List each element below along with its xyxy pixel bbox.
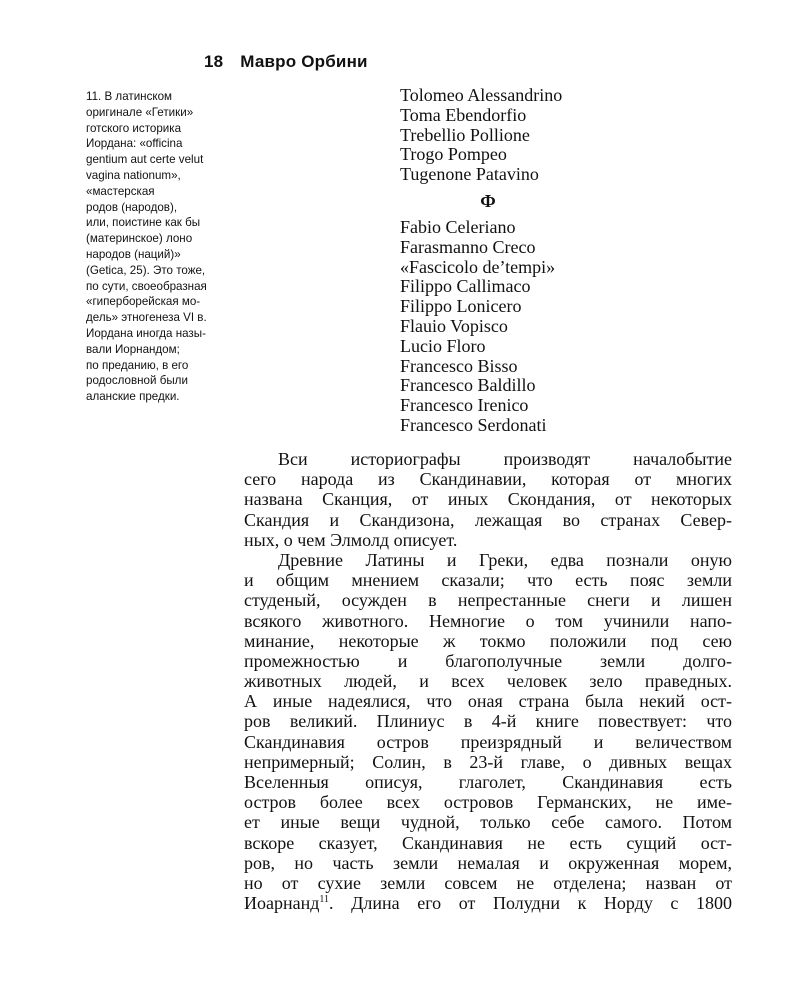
- text-line: ет иные вещи чудной, только себе самого. Потом: [244, 812, 732, 833]
- footnote-line: народов (наций)»: [86, 247, 181, 261]
- author-name: Fabio Celeriano: [400, 216, 516, 237]
- margin-footnote: [86, 89, 236, 405]
- text-line: Вселенныя описуя, глаголет, Скандинавия есть: [244, 772, 732, 792]
- text-line: минание, некоторые ж токмо положили под сею: [244, 630, 732, 651]
- text-line: Вси историографы производят началобытие: [278, 449, 732, 469]
- text-line: непримерный; Солин, в 23-й главе, о дивных вещах: [244, 751, 732, 772]
- running-header: [204, 52, 368, 72]
- text-line: [244, 893, 732, 913]
- author-name: Tolomeo Alessandrino: [400, 85, 563, 105]
- author-name: Trogo Pompeo: [400, 144, 507, 165]
- footnote-line: (Getica, 25). Это тоже,: [86, 263, 206, 277]
- footnote-line: vagina nationum»,: [86, 168, 181, 182]
- footnote-line: «гиперборейская мо-: [86, 295, 201, 309]
- section-letter: Ф: [480, 190, 496, 211]
- footnote-line: по преданию, в его: [86, 358, 189, 372]
- text-line: Древние Латины и Греки, едва познали оную: [278, 549, 732, 570]
- text-fragment: . Длина его от Полудни к Норду с 1800: [329, 893, 732, 914]
- footnote-line: готского историка: [86, 121, 182, 135]
- body-text: [244, 449, 732, 913]
- author-name: Trebellio Pollione: [400, 124, 530, 145]
- text-line: А иные надеялися, что оная страна была некий ост-: [244, 691, 732, 712]
- author-name: Francesco Bisso: [400, 355, 518, 376]
- footnote-line: вали Иорнандом;: [86, 342, 180, 356]
- author-name-list: [400, 86, 576, 436]
- text-line: названа Сканция, от иных Скондания, от некоторых: [244, 489, 732, 510]
- footnote-reference[interactable]: 11: [319, 894, 330, 906]
- footnote-line: Иордана иногда назы-: [86, 326, 206, 340]
- footnote-line: 11. В латинском: [86, 90, 172, 103]
- text-line: животных людей, и всех человек зело праведных.: [244, 671, 732, 692]
- footnote-line: родов (народов),: [86, 200, 178, 214]
- author-name: Lucio Floro: [400, 335, 486, 356]
- text-line: Скандинавия остров преизрядный и величеством: [244, 731, 732, 752]
- author-name: Farasmanno Creco: [400, 236, 536, 257]
- text-line: и общим мнением сказали; что есть пояс земли: [244, 570, 732, 591]
- footnote-line: «мастерская: [86, 184, 155, 198]
- author-name: Tugenone Patavino: [400, 164, 539, 185]
- footnote-line: дель» этногенеза VI в.: [86, 311, 207, 325]
- author-name: «Fascicolo de’tempi»: [400, 256, 556, 277]
- author-name: Filippo Callimaco: [400, 276, 531, 297]
- text-line: остров более всех островов Германских, не име-: [244, 792, 732, 813]
- footnote-line: аланские предки.: [86, 390, 180, 404]
- footnote-line: или, поистине как бы: [86, 216, 201, 230]
- author-name: Toma Ebendorfio: [400, 104, 527, 125]
- author-name: Francesco Serdonati: [400, 414, 547, 435]
- text-line: промежностью и благополучные земли долго-: [244, 650, 732, 671]
- running-title: Мавро Орбини: [240, 52, 368, 71]
- text-line: ров, но часть земли немалая и окруженная морем,: [244, 852, 732, 873]
- footnote-line: gentium aut certe velut: [86, 153, 204, 167]
- text-line: сего народа из Скандинавии, которая от многих: [244, 469, 732, 490]
- footnote-line: оригинале «Гетики»: [86, 105, 194, 119]
- footnote-line: Иордана: «officina: [86, 137, 183, 151]
- author-name: Filippo Lonicero: [400, 296, 522, 317]
- author-name: Francesco Baldillo: [400, 375, 536, 396]
- author-name: Flauio Vopisco: [400, 315, 508, 336]
- footnote-line: родословной были: [86, 374, 188, 388]
- text-line: но от сухие земли совсем не отделена; назван от: [244, 872, 732, 893]
- page-number: 18: [204, 52, 224, 71]
- footnote-line: по сути, своеобразная: [86, 279, 207, 293]
- text-line: всякого животного. Немногие о том учинили напо-: [244, 610, 732, 631]
- text-line: Скандия и Скандизона, лежащая во странах Север-: [244, 509, 732, 530]
- author-name: Francesco Irenico: [400, 395, 529, 416]
- text-line: ных, о чем Элмолд описует.: [244, 529, 458, 550]
- text-line: студеный, осужден в непрестанные снеги и лишен: [244, 590, 732, 611]
- footnote-line: (материнское) лоно: [86, 232, 193, 246]
- text-line: вскоре сказует, Скандинавия не есть сущий ост-: [244, 832, 732, 853]
- text-line: ров великий. Плиниус в 4-й книге повествует: что: [244, 711, 732, 732]
- text-fragment: Иоарнанд: [244, 893, 320, 914]
